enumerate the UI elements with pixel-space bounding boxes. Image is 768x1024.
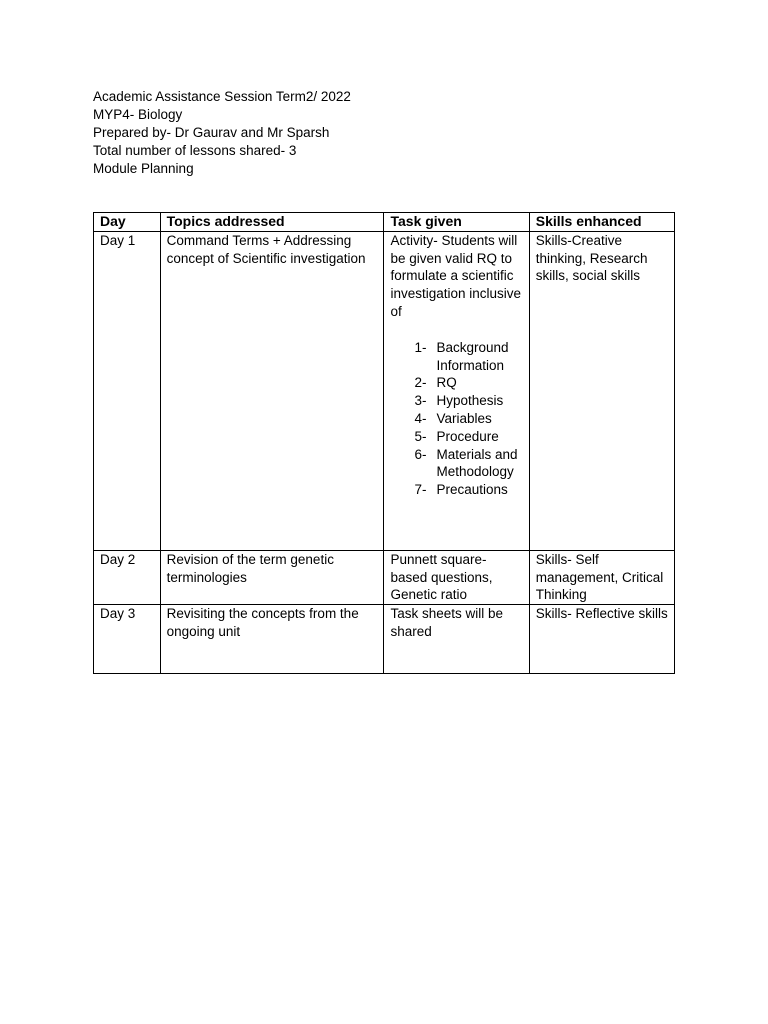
session-title: Academic Assistance Session Term2/ 2022: [93, 89, 351, 104]
column-header-day: Day: [94, 213, 161, 232]
skills-cell: Skills- Self management, Critical Thinking: [529, 550, 674, 604]
list-item: 5- Procedure: [414, 428, 499, 444]
topic-cell: Revisiting the concepts from the ongoing unit: [160, 605, 384, 674]
task-text: Activity- Students will be given valid RQ to formulate a scientific investigation inclusive of: [390, 232, 522, 319]
subject-line: MYP4- Biology: [93, 107, 183, 122]
task-cell: Task sheets will be shared: [384, 605, 529, 674]
skills-cell: Skills- Reflective skills: [529, 605, 674, 674]
topic-cell: Revision of the term genetic terminologies: [160, 550, 384, 604]
list-item: 4- Variables: [414, 410, 492, 426]
table-row: [94, 231, 675, 550]
module-planning-line: Module Planning: [93, 161, 194, 176]
task-cell: [384, 231, 529, 550]
module-planning-table: [93, 212, 675, 674]
day-cell: Day 1: [94, 231, 161, 550]
task-cell: Punnett square-based questions, Genetic ratio: [384, 550, 529, 604]
table-row: [94, 550, 675, 604]
day-cell: Day 3: [94, 605, 161, 674]
list-item: 1- Background Information: [414, 339, 509, 373]
skills-cell: Skills-Creative thinking, Research skills, social skills: [529, 231, 674, 550]
table-row: [94, 605, 675, 674]
day-cell: Day 2: [94, 550, 161, 604]
prepared-by-line: Prepared by- Dr Gaurav and Mr Sparsh: [93, 125, 330, 140]
column-header-skills: Skills enhanced: [529, 213, 674, 232]
list-item: 6- Materials and Methodology: [414, 446, 518, 480]
list-item: 2- RQ: [414, 375, 457, 391]
lessons-count-line: Total number of lessons shared- 3: [93, 143, 297, 158]
topic-cell: Command Terms + Addressing concept of Scientific investigation: [160, 231, 384, 550]
document-header: [93, 88, 351, 178]
column-header-topics: Topics addressed: [160, 213, 384, 232]
column-header-task: Task given: [384, 213, 529, 232]
list-item: 3- Hypothesis: [414, 393, 504, 409]
table-header-row: [94, 213, 675, 232]
list-item: 7- Precautions: [414, 482, 508, 498]
investigation-steps-list: [390, 339, 522, 499]
